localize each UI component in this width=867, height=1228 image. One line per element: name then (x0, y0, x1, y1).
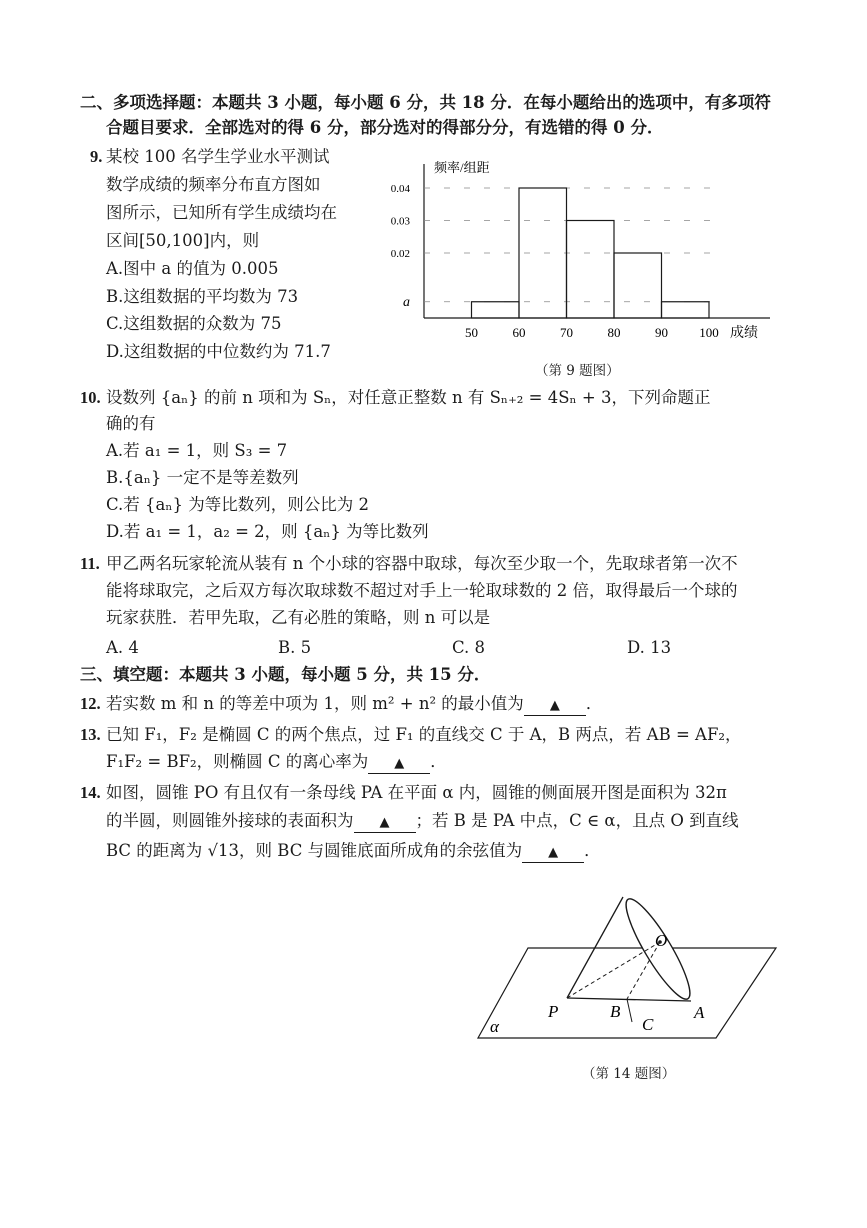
q14-line1: 如图，圆锥 PO 有且仅有一条母线 PA 在平面 α 内，圆锥的侧面展开图是面积为 32π (106, 783, 727, 802)
q11-line: 甲乙两名玩家轮流从装有 n 个小球的容器中取球，每次至少取一个，先取球者第一次不 (106, 554, 738, 573)
label-o: O (655, 931, 668, 950)
q11-option-a: A. 4 (106, 638, 139, 657)
q13-stem: F₁F₂ = BF₂，则椭圆 C 的离心率为 (106, 752, 369, 771)
option-letter: B. (106, 468, 124, 487)
segment-po (567, 942, 660, 998)
x-tick-label: 60 (512, 325, 526, 340)
x-tick-label: 100 (699, 325, 719, 340)
histogram-bar (472, 302, 520, 318)
q10-option-b (106, 467, 299, 489)
label-a: A (694, 1003, 705, 1022)
q9-stem-line: 图所示，已知所有学生成绩均在 (106, 203, 337, 222)
q14-stem: 的半圆，则圆锥外接球的表面积为 (106, 811, 354, 830)
q14-stem: ；若 B 是 PA 中点，C ∈ α，且点 O 到直线 (415, 811, 739, 830)
q11-line: 能将球取完，之后双方每次取球数不超过对手上一轮取球数的 2 倍，取得最后一个球的 (106, 581, 738, 600)
q10-option-c (106, 494, 369, 516)
option-letter: D. (106, 342, 124, 361)
q14-figure-caption: （第 14 题图） (582, 1066, 676, 1082)
q9-option-d (106, 341, 331, 363)
option-letter: A. (106, 259, 124, 278)
cone-generatrix-pa (567, 998, 691, 1001)
q13-line2 (106, 751, 447, 774)
section3-heading: 三、填空题：本题共 3 小题，每小题 5 分，共 15 分． (80, 665, 491, 684)
y-tick-label: a (403, 294, 410, 310)
q14-answer-blank-2: ▲ (522, 844, 584, 863)
x-tick-label: 80 (607, 325, 621, 340)
q13-line1: 已知 F₁，F₂ 是椭圆 C 的两个焦点，过 F₁ 的直线交 C 于 A，B 两点，若 AB = AF₂， (106, 725, 742, 744)
option-letter: B. (106, 287, 124, 306)
q10-stem-line1: 设数列 {aₙ} 的前 n 项和为 Sₙ，对任意正整数 n 有 Sₙ₊₂ = 4Sₙ + 3，下列命题正 (106, 388, 711, 407)
q10-option-a (106, 440, 287, 462)
option-letter: D. (106, 522, 124, 541)
q12-answer-blank: ▲ (524, 697, 586, 716)
q9-option-a (106, 258, 278, 280)
label-alpha: α (490, 1017, 499, 1036)
q9-option-b (106, 286, 298, 308)
histogram-bar (662, 302, 710, 318)
q11-line: 玩家获胜．若甲先取，乙有必胜的策略，则 n 可以是 (106, 608, 491, 627)
q14-line3 (106, 840, 601, 863)
x-tick-label: 90 (655, 325, 668, 340)
q13-end: ． (430, 752, 447, 771)
q9-stem-line: 区间[50,100]内，则 (106, 231, 260, 250)
y-tick-label: 0.02 (390, 248, 410, 260)
label-p: P (548, 1002, 559, 1021)
q9-stem-line: 某校 100 名学生学业水平测试 (106, 147, 330, 166)
q10-option-d (106, 521, 429, 543)
y-tick-label: 0.03 (390, 215, 410, 228)
q14-line2 (106, 810, 739, 833)
q12-stem: 若实数 m 和 n 的等差中项为 1，则 m² + n² 的最小值为 (106, 694, 524, 713)
option-letter: A. (106, 441, 124, 460)
q14-stem: BC 的距离为 √13，则 BC 与圆锥底面所成角的余弦值为 (106, 841, 523, 860)
option-text: 图中 a 的值为 0.005 (123, 259, 279, 278)
segment-bc (627, 999, 632, 1022)
section2-heading: 二、多项选择题：本题共 3 小题，每小题 6 分，共 18 分．在每小题给出的选项中，有多项符 (80, 93, 771, 112)
x-tick-label: 70 (560, 325, 573, 340)
q13-answer-blank: ▲ (368, 755, 430, 774)
y-axis-label: 频率/组距 (434, 160, 490, 175)
q9-figure-caption: （第 9 题图） (535, 363, 620, 379)
x-tick-label: 50 (465, 325, 478, 340)
option-text: 若 {aₙ} 为等比数列，则公比为 2 (123, 495, 370, 514)
q14-number: 14. (80, 783, 101, 802)
label-b: B (610, 1002, 621, 1021)
histogram-bar (614, 253, 662, 318)
q10-number: 10. (80, 388, 101, 407)
label-c: C (642, 1015, 654, 1034)
option-letter: C. (106, 495, 124, 514)
cone-figure (470, 870, 790, 1050)
option-letter: C. (106, 314, 124, 333)
q11-option-d: D. 13 (627, 638, 672, 657)
q9-number: 9. (90, 147, 103, 166)
histogram-chart (380, 150, 780, 360)
option-text: 这组数据的中位数约为 71.7 (123, 342, 331, 361)
q14-answer-blank-1: ▲ (354, 814, 416, 833)
option-text: 若 a₁ = 1，a₂ = 2，则 {aₙ} 为等比数列 (123, 522, 429, 541)
q12-number: 12. (80, 694, 101, 713)
y-tick-label: 0.04 (390, 183, 410, 195)
histogram-bar (567, 221, 615, 319)
q12-end: ． (585, 694, 603, 713)
q12-text (106, 693, 602, 716)
q14-end: ． (584, 841, 601, 860)
x-axis-label: 成绩 (730, 326, 758, 341)
q11-option-b: B. 5 (278, 638, 312, 657)
q13-number: 13. (80, 725, 101, 744)
q11-number: 11. (80, 554, 100, 573)
q9-option-c (106, 313, 282, 335)
option-text: 若 a₁ = 1，则 S₃ = 7 (123, 441, 288, 460)
q10-stem-line2: 确的有 (106, 414, 156, 433)
q11-option-c: C. 8 (452, 638, 486, 657)
option-text: 这组数据的众数为 75 (123, 314, 282, 333)
section2-heading-cont: 合题目要求．全部选对的得 6 分，部分选对的得部分分，有选错的得 0 分． (106, 118, 664, 137)
option-text: 这组数据的平均数为 73 (123, 287, 299, 306)
option-text: {aₙ} 一定不是等差数列 (123, 468, 299, 487)
q9-stem-line: 数学成绩的频率分布直方图如 (106, 175, 321, 194)
